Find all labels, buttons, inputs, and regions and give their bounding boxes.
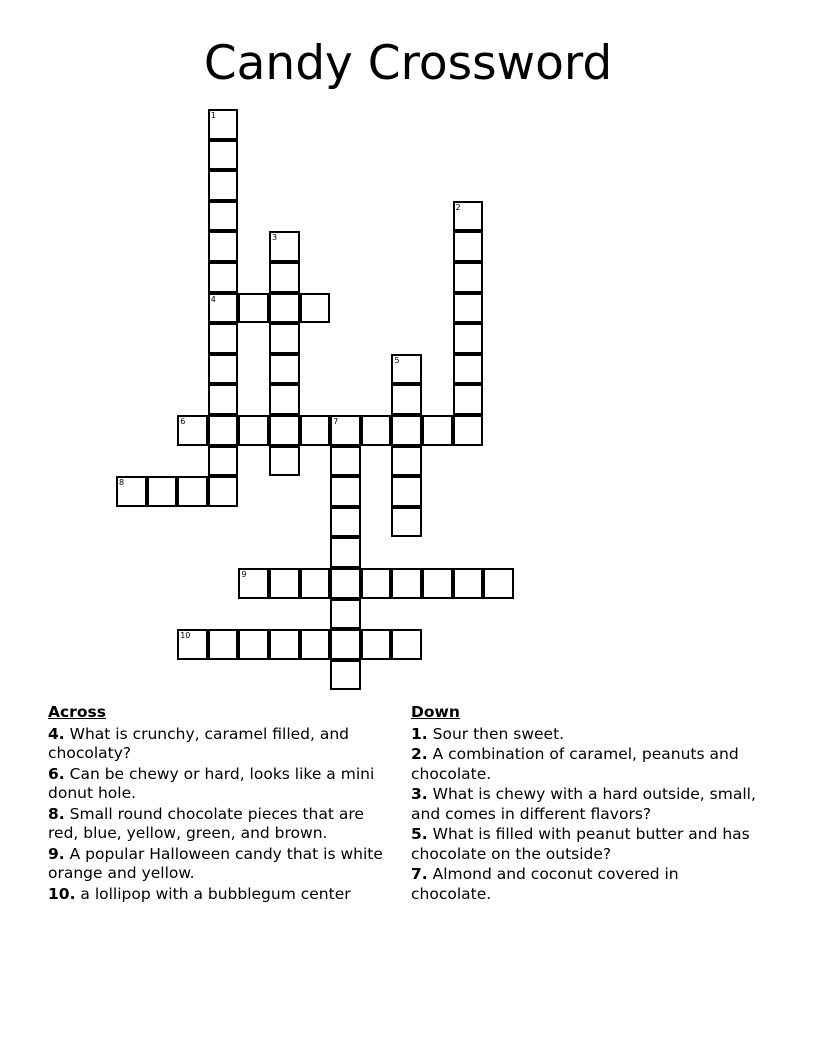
grid-cell[interactable]	[177, 629, 208, 660]
clue-text: What is chewy with a hard outside, small, and comes in different flavors?	[411, 785, 756, 823]
clue-text: Small round chocolate pieces that are red, blue, yellow, green, and brown.	[48, 804, 364, 842]
grid-cell[interactable]	[208, 629, 239, 660]
clue-text: A combination of caramel, peanuts and chocolate.	[411, 745, 739, 783]
grid-cell[interactable]	[208, 262, 239, 293]
grid-cell[interactable]	[391, 629, 422, 660]
grid-cell[interactable]	[483, 568, 514, 599]
grid-cell[interactable]	[453, 293, 484, 324]
cell-number: 9	[241, 570, 247, 579]
grid-cell[interactable]	[453, 231, 484, 262]
grid-cell[interactable]	[391, 568, 422, 599]
clue-text: Can be chewy or hard, looks like a mini donut hole.	[48, 764, 375, 802]
clue-down-7	[411, 865, 761, 904]
grid-cell[interactable]	[177, 415, 208, 446]
clue-across-4	[48, 725, 393, 764]
clue-text: What is crunchy, caramel filled, and chocolaty?	[48, 724, 350, 762]
grid-cell[interactable]	[330, 568, 361, 599]
grid-cell[interactable]	[453, 323, 484, 354]
grid-cell[interactable]	[208, 323, 239, 354]
cell-number: 2	[455, 202, 461, 212]
across-heading: Across	[48, 703, 106, 721]
grid-cell[interactable]	[391, 446, 422, 477]
grid-cell[interactable]	[238, 293, 269, 324]
grid-cell[interactable]	[330, 446, 361, 477]
grid-cell[interactable]	[116, 476, 147, 507]
grid-cell[interactable]	[453, 354, 484, 385]
cell-number: 4	[210, 294, 216, 304]
grid-cell[interactable]	[453, 201, 484, 232]
grid-cell[interactable]	[300, 629, 331, 660]
clue-number: 10.	[48, 884, 76, 903]
clue-text: Almond and coconut covered in chocolate.	[411, 865, 679, 903]
grid-cell[interactable]	[269, 415, 300, 446]
clue-text: a lollipop with a bubblegum center	[80, 884, 351, 903]
grid-cell[interactable]	[238, 568, 269, 599]
cell-number: 6	[180, 417, 186, 426]
down-heading: Down	[411, 703, 460, 721]
grid-cell[interactable]	[208, 140, 239, 171]
grid-cell[interactable]	[300, 568, 331, 599]
grid-cell[interactable]	[330, 476, 361, 507]
grid-cell[interactable]	[391, 476, 422, 507]
grid-cell[interactable]	[208, 293, 239, 324]
grid-cell[interactable]	[208, 476, 239, 507]
grid-cell[interactable]	[269, 446, 300, 477]
page-title: Candy Crossword	[203, 36, 613, 91]
grid-cell[interactable]	[391, 415, 422, 446]
grid-cell[interactable]	[269, 231, 300, 262]
grid-cell[interactable]	[330, 415, 361, 446]
clue-number: 7.	[411, 865, 428, 883]
grid-cell[interactable]	[208, 109, 239, 140]
clue-down-2	[411, 745, 761, 784]
grid-cell[interactable]	[208, 170, 239, 201]
clue-number: 1.	[411, 724, 428, 743]
grid-cell[interactable]	[330, 629, 361, 660]
grid-cell[interactable]	[208, 354, 239, 385]
clue-text: Sour then sweet.	[432, 724, 565, 743]
grid-cell[interactable]	[269, 384, 300, 415]
grid-cell[interactable]	[208, 415, 239, 446]
grid-cell[interactable]	[147, 476, 178, 507]
grid-cell[interactable]	[300, 415, 331, 446]
clue-number: 3.	[411, 785, 428, 803]
grid-cell[interactable]	[453, 568, 484, 599]
grid-cell[interactable]	[238, 629, 269, 660]
grid-cell[interactable]	[453, 384, 484, 415]
clue-across-9	[48, 845, 393, 884]
down-clues	[411, 703, 761, 905]
cell-number: 3	[272, 233, 278, 243]
clue-down-1	[411, 725, 761, 745]
clue-number: 8.	[48, 804, 65, 823]
grid-cell[interactable]	[208, 201, 239, 232]
grid-cell[interactable]	[391, 384, 422, 415]
grid-cell[interactable]	[269, 568, 300, 599]
grid-cell[interactable]	[269, 293, 300, 324]
clue-number: 4.	[48, 724, 65, 743]
clue-number: 9.	[48, 844, 65, 863]
grid-cell[interactable]	[453, 415, 484, 446]
clue-down-3	[411, 785, 761, 824]
cell-number: 8	[119, 478, 125, 488]
across-clues	[48, 703, 393, 905]
grid-cell[interactable]	[269, 262, 300, 293]
grid-cell[interactable]	[330, 599, 361, 630]
grid-cell[interactable]	[422, 415, 453, 446]
grid-cell[interactable]	[208, 384, 239, 415]
clue-number: 2.	[411, 745, 428, 763]
clue-number: 6.	[48, 764, 65, 783]
clue-text: What is filled with peanut butter and has chocolate on the outside?	[411, 825, 750, 863]
grid-cell[interactable]	[330, 660, 361, 691]
grid-cell[interactable]	[361, 415, 392, 446]
grid-cell[interactable]	[269, 629, 300, 660]
grid-cell[interactable]	[361, 629, 392, 660]
grid-cell[interactable]	[177, 476, 208, 507]
grid-cell[interactable]	[208, 446, 239, 477]
grid-cell[interactable]	[269, 323, 300, 354]
clue-across-6	[48, 765, 393, 804]
clue-down-5	[411, 825, 761, 864]
cell-number: 10	[180, 631, 191, 641]
grid-cell[interactable]	[422, 568, 453, 599]
grid-cell[interactable]	[361, 568, 392, 599]
grid-cell[interactable]	[330, 537, 361, 568]
clue-across-10	[48, 885, 393, 905]
cell-number: 7	[333, 417, 339, 426]
clue-across-8	[48, 805, 393, 844]
grid-cell[interactable]	[208, 231, 239, 262]
cell-number: 5	[394, 355, 400, 365]
grid-cell[interactable]	[391, 354, 422, 385]
grid-cell[interactable]	[453, 262, 484, 293]
grid-cell[interactable]	[300, 293, 331, 324]
grid-cell[interactable]	[330, 507, 361, 538]
clue-text: A popular Halloween candy that is white orange and yellow.	[48, 844, 383, 882]
grid-cell[interactable]	[391, 507, 422, 538]
grid-cell[interactable]	[269, 354, 300, 385]
cell-number: 1	[210, 111, 216, 120]
grid-cell[interactable]	[238, 415, 269, 446]
clue-number: 5.	[411, 825, 428, 843]
